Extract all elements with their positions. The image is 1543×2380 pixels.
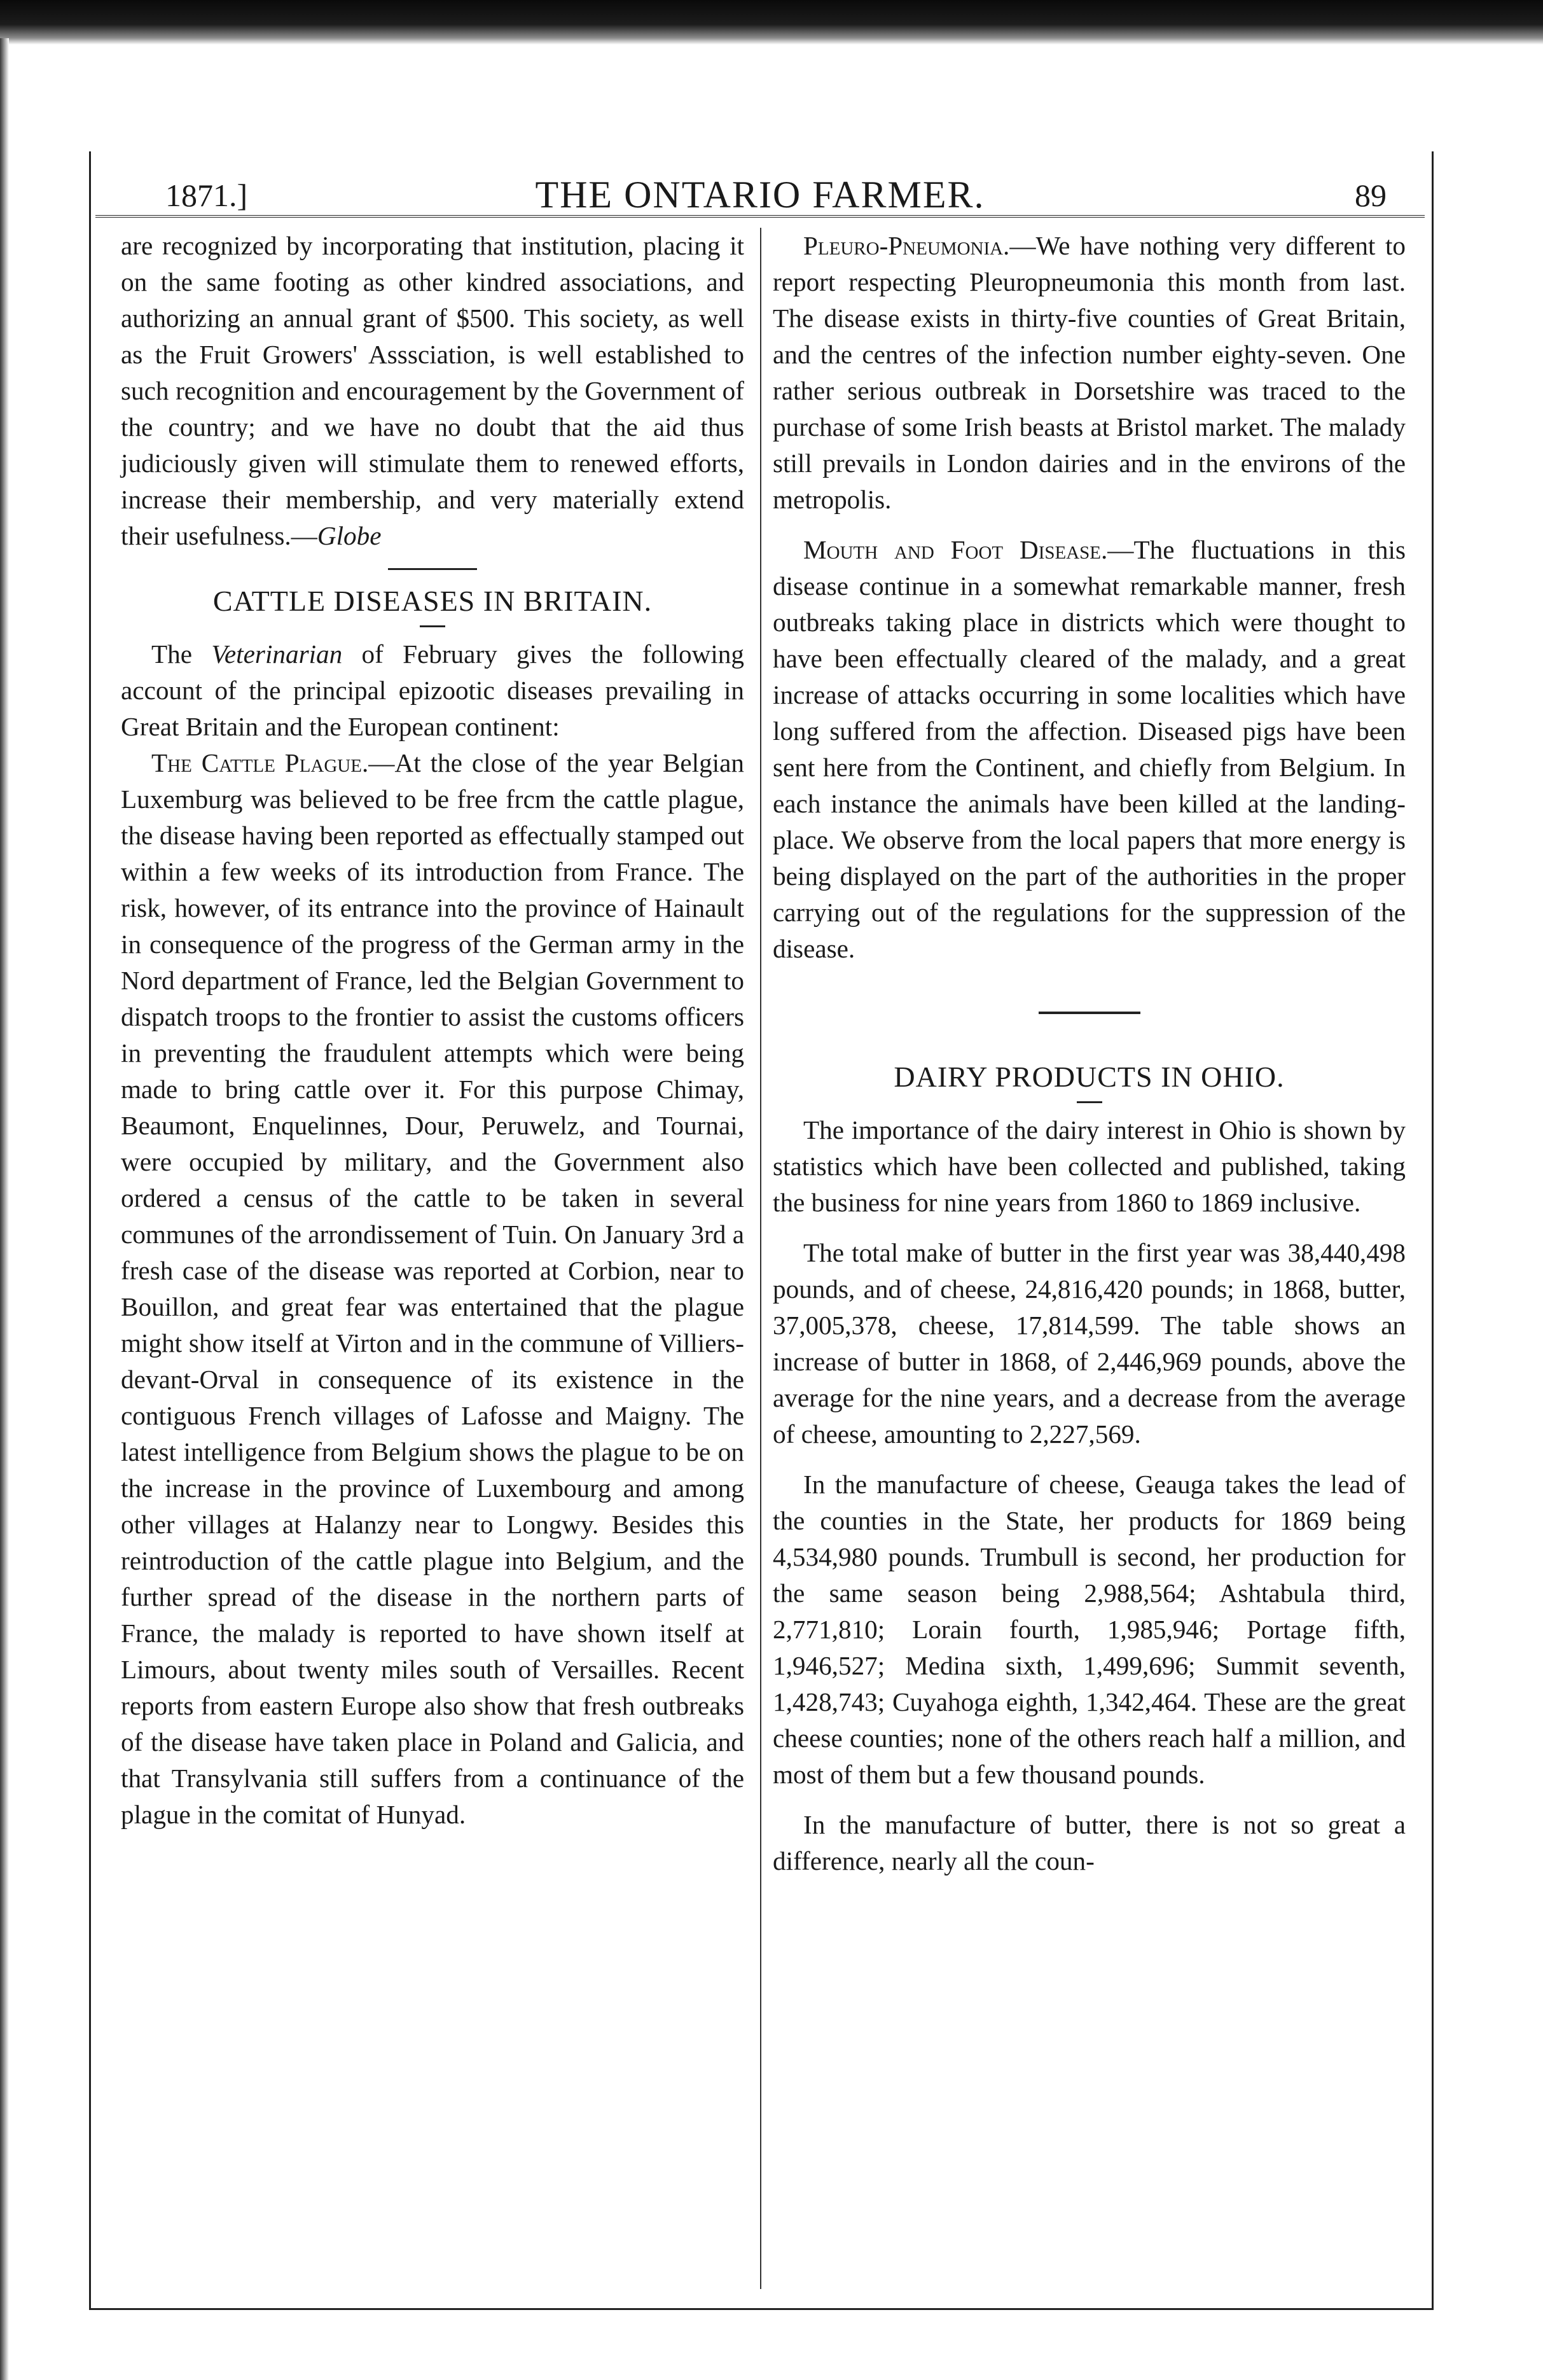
cattle-plague-title: The Cattle Plague.	[151, 748, 369, 777]
header-year: 1871.]	[165, 177, 248, 213]
dairy-heading: DAIRY PRODUCTS IN OHIO.	[894, 1061, 1285, 1093]
intro-source: Globe	[317, 521, 382, 550]
left-column	[121, 228, 744, 1833]
scan-top-border	[0, 0, 1543, 45]
right-column	[773, 228, 1406, 1879]
dairy-paragraph-1: The importance of the dairy interest in Ohio is shown by statistics which have been collected and published, taking the business for nine years from 1860 to 1869 inclusive.	[773, 1115, 1406, 1217]
mouth-foot-text: —The fluctuations in this disease continue in a somewhat remarkable manner, fresh outbreaks taking place in districts which were thought to have been effectually cleared of the malady, and a great increase of attacks occurring in some localities which have long suffered from the affection. Diseased pigs have been sent here from the Continent, and chiefly from Belgium. In each instance the animals have been killed at the landing-place. We observe from the local papers that more energy is being displayed on the part of the authorities in the proper carrying out of the regulations for the suppression of the disease.	[773, 535, 1406, 963]
pleuro-text: —We have nothing very different to report respecting Pleuropneumonia this month from last. The disease exists in thirty-five counties of Great Britain, and the centres of the infection number eighty-seven. One rather serious outbreak in Dorsetshire was traced to the purchase of some Irish beasts at Bristol market. The malady still prevails in London dairies and in the environs of the metropolis.	[773, 231, 1406, 514]
cattle-intro-paragraph: The Veterinarian of February gives the following account of the principal epizootic diseases prevailing in Great Britain and the European continent:	[121, 639, 744, 741]
header-page-number: 89	[1355, 177, 1387, 213]
heading-rule	[1077, 1101, 1102, 1103]
page-header	[95, 164, 1425, 218]
mouth-foot-paragraph	[773, 532, 1406, 967]
dairy-paragraph-2: The total make of butter in the first year was 38,440,498 pounds, and of cheese, 24,816,420 pounds; in 1868, butter, 37,005,378, cheese, 17,814,599. The table shows an increase of butter in 1868, of 2,446,969 pounds, above the average for the nine years, and a decrease from the average of cheese, amounting to 2,227,569.	[773, 1238, 1406, 1449]
column-divider	[760, 228, 761, 2289]
scan-left-edge	[0, 38, 9, 2380]
heading-rule	[420, 625, 445, 627]
dairy-paragraph-3: In the manufacture of cheese, Geauga takes the lead of the counties in the State, her products for 1869 being 4,534,980 pounds. Trumbull is second, her production for the same season being 2,988,564; Ashtabula third, 2,771,810; Lorain fourth, 1,985,946; Portage fifth, 1,946,527; Medina sixth, 1,499,696; Summit seventh, 1,428,743; Cuyahoga eighth, 1,342,464. These are the great cheese counties; none of the others reach half a million, and most of them but a few thousand pounds.	[773, 1470, 1406, 1789]
pleuro-paragraph	[773, 228, 1406, 518]
header-title: THE ONTARIO FARMER.	[535, 174, 985, 216]
intro-text: are recognized by incorporating that institution, placing it on the same footing as other kindred associations, and authorizing an annual grant of $500. This society, as well as the Fruit Growers' Asssciation, is well established to such recognition and encouragement by the Government of the country; and we have no doubt that the aid thus judiciously given will stimulate them to renewed efforts, increase their membership, and very materially extend their usefulness.—	[121, 231, 744, 550]
cattle-plague-text: —At the close of the year Belgian Luxemburg was believed to be free frcm the cattle plague, the disease having been reported as effectually stamped out within a few weeks of its introduction from France. The risk, however, of its entrance into the province of Hainault in consequence of the progress of the German army in the Nord department of France, led the Belgian Government to dispatch troops to the frontier to assist the customs officers in preventing the fraudulent attempts which were being made to bring cattle over it. For this purpose Chimay, Beaumont, Enquelinnes, Dour, Peruwelz, and Tournai, were occupied by military, and the Government also ordered a census of the cattle to be taken in several communes of the arrondissement of Tuin. On January 3rd a fresh case of the disease was reported at Corbion, near to Bouillon, and great fear was entertained that the plague might show itself at Virton and in the commune of Villiers-devant-Orval in consequence of its existence in the contiguous French villages of Lafosse and Maigny. The latest intelligence from Belgium shows the plague to be on the increase in the province of Luxembourg and among other villages at Halanzy near to Longwy. Besides this reintroduction of the cattle plague into Belgium, and the further spread of the disease in the northern parts of France, the malady is reported to have shown itself at Limours, about twenty miles south of Versailles. Recent reports from eastern Europe also show that fresh outbreaks of the disease have taken place in Poland and Galicia, and that Transylvania still suffers from a continuance of the plague in the comitat of Hunyad.	[121, 748, 744, 1829]
cattle-plague-paragraph	[121, 745, 744, 1833]
intro-paragraph	[121, 228, 744, 554]
section-rule	[388, 568, 477, 570]
journal-name: Veterinarian	[211, 639, 343, 669]
section-rule	[1039, 1012, 1140, 1014]
cattle-diseases-heading: CATTLE DISEASES IN BRITAIN.	[212, 585, 653, 617]
mouth-foot-title: Mouth and Foot Disease.	[803, 535, 1108, 564]
dairy-paragraph-4: In the manufacture of butter, there is not so great a difference, nearly all the coun-	[773, 1810, 1406, 1875]
pleuro-title: Pleuro-Pneumonia.	[803, 231, 1010, 260]
